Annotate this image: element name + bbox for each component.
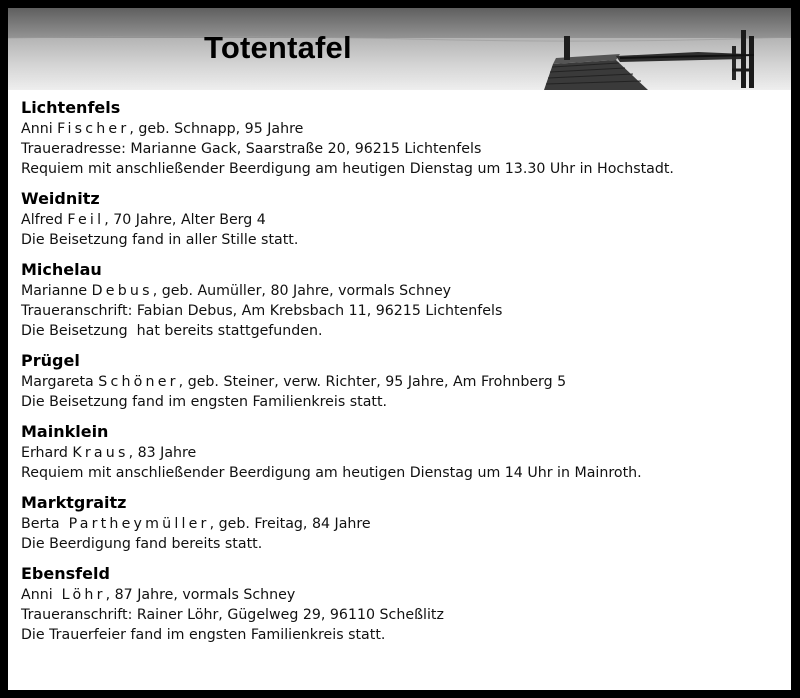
lake-jetty-photo	[8, 8, 791, 90]
place-heading: Prügel	[21, 351, 80, 370]
obituary-entry	[21, 259, 786, 341]
first-name: Margareta	[21, 374, 99, 390]
obituary-entry	[21, 492, 786, 554]
surname: Löhr	[61, 587, 106, 603]
detail-line: Traueradresse: Marianne Gack, Saarstraße 20, 96215 Lichtenfels	[21, 141, 482, 157]
place-heading: Lichtenfels	[21, 98, 121, 117]
place-heading: Weidnitz	[21, 189, 100, 208]
detail-line: Traueranschrift: Rainer Löhr, Gügelweg 29, 96110 Scheßlitz	[21, 607, 444, 623]
obituary-entry	[21, 97, 786, 179]
surname: Debus	[91, 283, 153, 299]
deceased-name-line	[21, 119, 786, 139]
surname: Fischer	[57, 121, 130, 137]
obituary-panel	[8, 8, 791, 690]
deceased-details: , geb. Steiner, verw. Richter, 95 Jahre, Am Frohnberg 5	[178, 374, 567, 390]
deceased-details: , geb. Aumüller, 80 Jahre, vormals Schney	[152, 283, 452, 299]
detail-line: Traueranschrift: Fabian Debus, Am Krebsbach 11, 96215 Lichtenfels	[21, 303, 503, 319]
first-name: Anni	[21, 587, 62, 603]
first-name: Marianne	[21, 283, 92, 299]
deceased-name-line	[21, 443, 786, 463]
obituary-list	[21, 97, 786, 654]
header-banner	[8, 8, 791, 90]
deceased-details: , 70 Jahre, Alter Berg 4	[104, 212, 266, 228]
deceased-name-line	[21, 210, 786, 230]
surname: Kraus	[72, 445, 129, 461]
detail-line: Die Beerdigung fand bereits statt.	[21, 536, 263, 552]
place-heading: Ebensfeld	[21, 564, 110, 583]
deceased-name-line	[21, 585, 786, 605]
first-name: Alfred	[21, 212, 68, 228]
deceased-details: , 87 Jahre, vormals Schney	[105, 587, 296, 603]
deceased-details: , geb. Schnapp, 95 Jahre	[129, 121, 304, 137]
first-name: Anni	[21, 121, 58, 137]
detail-line: Requiem mit anschließender Beerdigung am heutigen Dienstag um 14 Uhr in Mainroth.	[21, 465, 642, 481]
detail-line: Die Beisetzung hat bereits stattgefunden.	[21, 323, 323, 339]
detail-line: Requiem mit anschließender Beerdigung am heutigen Dienstag um 13.30 Uhr in Hochstadt.	[21, 161, 674, 177]
first-name: Berta	[21, 516, 69, 532]
place-heading: Mainklein	[21, 422, 109, 441]
deceased-details: , 83 Jahre	[128, 445, 197, 461]
first-name: Erhard	[21, 445, 73, 461]
deceased-details: , geb. Freitag, 84 Jahre	[209, 516, 371, 532]
surname: Feil	[67, 212, 105, 228]
surname: Schöner	[98, 374, 179, 390]
place-heading: Marktgraitz	[21, 493, 127, 512]
obituary-entry	[21, 563, 786, 645]
place-heading: Michelau	[21, 260, 102, 279]
page-title: Totentafel	[204, 30, 352, 65]
deceased-name-line	[21, 281, 786, 301]
obituary-entry	[21, 421, 786, 483]
detail-line: Die Beisetzung fand im engsten Familienkreis statt.	[21, 394, 388, 410]
deceased-name-line	[21, 372, 786, 392]
detail-line: Die Beisetzung fand in aller Stille statt.	[21, 232, 299, 248]
detail-line: Die Trauerfeier fand im engsten Familienkreis statt.	[21, 627, 386, 643]
deceased-name-line	[21, 514, 786, 534]
obituary-entry	[21, 350, 786, 412]
surname: Partheymüller	[68, 516, 210, 532]
obituary-entry	[21, 188, 786, 250]
